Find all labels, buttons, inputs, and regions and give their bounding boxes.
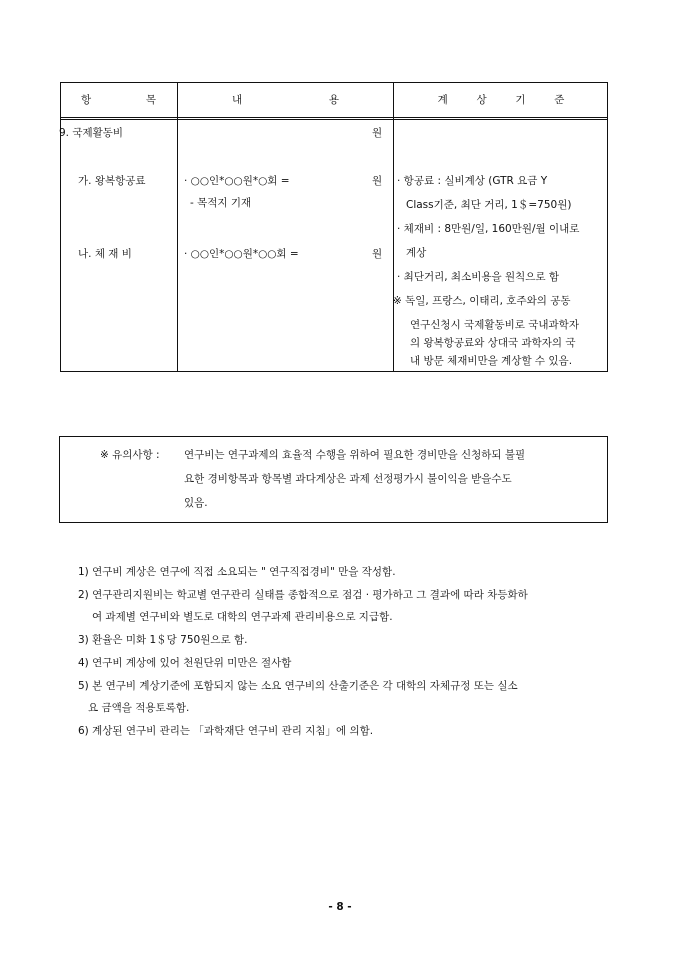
notice-line: 있음. xyxy=(184,497,208,509)
basis-line: ※ 독일, 프랑스, 이태리, 호주와의 공동 xyxy=(393,295,571,307)
basis-line: 계상 xyxy=(406,247,427,259)
basis-line: 내 방문 체재비만을 계상할 수 있음. xyxy=(410,355,573,367)
note-item: 4) 연구비 계상에 있어 천원단위 미만은 절사함 xyxy=(78,657,292,669)
basis-line: · 체재비 : 8만원/일, 160만원/월 이내로 xyxy=(397,223,580,235)
header-basis-char: 계 xyxy=(437,94,448,106)
header-item-char: 목 xyxy=(145,94,156,106)
row-label-stay: 나. 체 재 비 xyxy=(78,248,132,260)
note-item-continuation: 요 금액을 적용토록함. xyxy=(88,702,190,714)
note-item: 3) 환율은 미화 1＄당 750원으로 함. xyxy=(78,634,248,646)
column-divider xyxy=(177,82,178,372)
notice-line: 연구비는 연구과제의 효율적 수행을 위하여 필요한 경비만을 신청하되 불필 xyxy=(184,449,526,461)
note-item: 1) 연구비 계상은 연구에 직접 소요되는 " 연구직접경비" 만을 작성함. xyxy=(78,566,396,578)
notice-label: ※ 유의사항 : xyxy=(100,449,160,461)
row-label-airfare: 가. 왕복항공료 xyxy=(78,175,146,187)
basis-line: 연구신청시 국제활동비로 국내과학자 xyxy=(410,319,579,331)
budget-table xyxy=(60,82,608,372)
header-basis-char: 상 xyxy=(476,94,487,106)
basis-line: · 항공료 : 실비계상 (GTR 요금 Y xyxy=(397,175,548,187)
row-formula-stay: · ○○인*○○원*○○회 = xyxy=(184,248,299,260)
section-unit: 원 xyxy=(372,127,383,139)
header-content xyxy=(178,82,393,118)
notice-box xyxy=(59,436,608,523)
basis-line: · 최단거리, 최소비용을 원칙으로 함 xyxy=(397,271,560,283)
page-number: - 8 - xyxy=(328,901,352,913)
note-item: 6) 계상된 연구비 관리는 「과학재단 연구비 관리 지침」에 의함. xyxy=(78,725,374,737)
header-basis xyxy=(394,82,608,118)
row-unit-stay: 원 xyxy=(372,248,383,260)
note-item: 5) 본 연구비 계상기준에 포함되지 않는 소요 연구비의 산출기준은 각 대학의 자체규정 또는 실소 xyxy=(78,680,518,692)
row-sub-airfare: - 목적지 기재 xyxy=(190,197,252,209)
row-formula-airfare: · ○○인*○○원*○회 = xyxy=(184,175,290,187)
section-title: 9. 국제활동비 xyxy=(59,127,124,139)
note-item-continuation: 여 과제별 연구비와 별도로 대학의 연구과제 관리비용으로 지급함. xyxy=(92,611,393,623)
note-item: 2) 연구관리지원비는 학교별 연구관리 실태를 종합적으로 점검 · 평가하고 그 결과에 따라 차등화하 xyxy=(78,589,528,601)
header-basis-char: 준 xyxy=(554,94,565,106)
column-divider xyxy=(393,82,394,372)
header-item-char: 항 xyxy=(81,94,92,106)
basis-line: Class기준, 최단 거리, 1＄=750원) xyxy=(406,199,572,211)
header-content-char: 내 xyxy=(232,94,243,106)
notice-line: 요한 경비항목과 항목별 과다계상은 과제 선정평가시 불이익을 받을수도 xyxy=(184,473,512,485)
header-divider-bottom xyxy=(60,119,608,120)
header-item xyxy=(60,82,177,118)
header-content-char: 용 xyxy=(328,94,339,106)
basis-line: 의 왕복항공료와 상대국 과학자의 국 xyxy=(410,337,576,349)
row-unit-airfare: 원 xyxy=(372,175,383,187)
header-basis-char: 기 xyxy=(515,94,526,106)
